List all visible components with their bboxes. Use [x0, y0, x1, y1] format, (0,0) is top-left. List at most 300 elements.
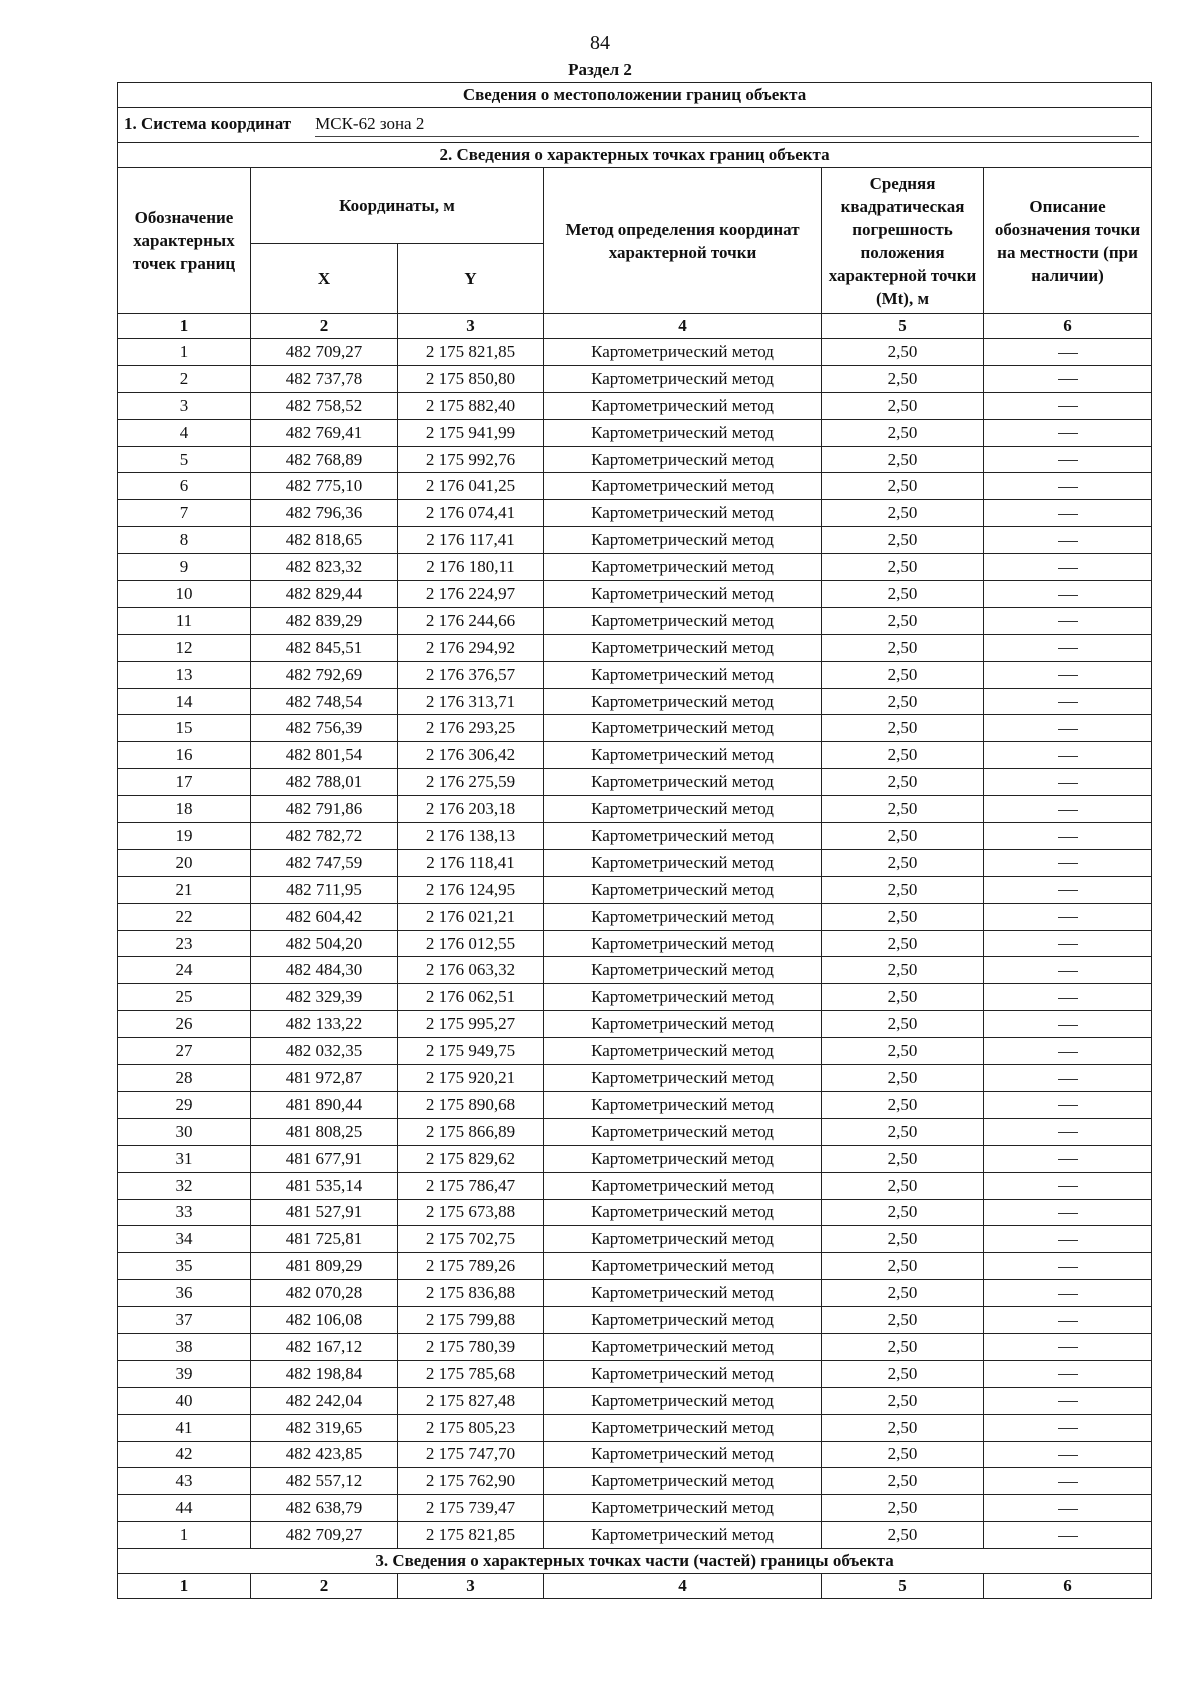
error-cell: 2,50: [822, 607, 984, 634]
error-cell: 2,50: [822, 634, 984, 661]
point-number: 30: [118, 1118, 251, 1145]
coord-x: 482 133,22: [251, 1011, 398, 1038]
dash-mark: [1058, 729, 1078, 730]
error-cell: 2,50: [822, 661, 984, 688]
coord-y: 2 176 012,55: [398, 930, 544, 957]
column-number: 4: [544, 1574, 822, 1599]
table-row: [118, 365, 1152, 392]
coord-y: 2 176 203,18: [398, 796, 544, 823]
point-number: 12: [118, 634, 251, 661]
description-cell: [984, 688, 1152, 715]
coord-y: 2 176 376,57: [398, 661, 544, 688]
coord-x: 482 801,54: [251, 742, 398, 769]
error-cell: 2,50: [822, 1145, 984, 1172]
point-number: 6: [118, 473, 251, 500]
table-row: [118, 527, 1152, 554]
dash-mark: [1058, 837, 1078, 838]
method-cell: Картометрический метод: [544, 1280, 822, 1307]
table-row: [118, 1468, 1152, 1495]
coord-x: 481 725,81: [251, 1226, 398, 1253]
coord-y: 2 176 138,13: [398, 823, 544, 850]
dash-mark: [1058, 1536, 1078, 1537]
dash-mark: [1058, 1509, 1078, 1510]
column-numbers-row: [118, 314, 1152, 339]
description-cell: [984, 1199, 1152, 1226]
coord-y: 2 175 920,21: [398, 1065, 544, 1092]
table-row: [118, 1495, 1152, 1522]
dash-mark: [1058, 621, 1078, 622]
error-cell: 2,50: [822, 1253, 984, 1280]
table-row: [118, 1307, 1152, 1334]
description-cell: [984, 1118, 1152, 1145]
column-number: 5: [822, 314, 984, 339]
description-cell: [984, 849, 1152, 876]
method-cell: Картометрический метод: [544, 634, 822, 661]
dash-mark: [1058, 1132, 1078, 1133]
dash-mark: [1058, 1401, 1078, 1402]
dash-mark: [1058, 1105, 1078, 1106]
method-cell: Картометрический метод: [544, 581, 822, 608]
page-number: 84: [590, 32, 610, 54]
method-cell: Картометрический метод: [544, 1118, 822, 1145]
dash-mark: [1058, 379, 1078, 380]
column-number: 1: [118, 314, 251, 339]
coord-x: 482 769,41: [251, 419, 398, 446]
error-cell: 2,50: [822, 1226, 984, 1253]
point-number: 11: [118, 607, 251, 634]
point-number: 37: [118, 1307, 251, 1334]
description-cell: [984, 1468, 1152, 1495]
point-number: 4: [118, 419, 251, 446]
description-cell: [984, 1360, 1152, 1387]
error-cell: 2,50: [822, 1280, 984, 1307]
coord-x: 482 788,01: [251, 769, 398, 796]
coord-y: 2 175 805,23: [398, 1414, 544, 1441]
point-number: 8: [118, 527, 251, 554]
error-cell: 2,50: [822, 527, 984, 554]
coord-x: 482 823,32: [251, 554, 398, 581]
point-number: 10: [118, 581, 251, 608]
description-cell: [984, 930, 1152, 957]
error-cell: 2,50: [822, 1495, 984, 1522]
description-cell: [984, 1145, 1152, 1172]
description-cell: [984, 339, 1152, 366]
dash-mark: [1058, 406, 1078, 407]
dash-mark: [1058, 1052, 1078, 1053]
table-row: [118, 715, 1152, 742]
dash-mark: [1058, 863, 1078, 864]
coord-x: 482 032,35: [251, 1038, 398, 1065]
method-cell: Картометрический метод: [544, 796, 822, 823]
error-cell: 2,50: [822, 1118, 984, 1145]
description-cell: [984, 607, 1152, 634]
error-cell: 2,50: [822, 1522, 984, 1549]
error-cell: 2,50: [822, 984, 984, 1011]
header-y: Y: [398, 244, 544, 314]
method-cell: Картометрический метод: [544, 1172, 822, 1199]
table-row: [118, 1414, 1152, 1441]
description-cell: [984, 1011, 1152, 1038]
table-row: [118, 339, 1152, 366]
description-cell: [984, 1495, 1152, 1522]
point-number: 1: [118, 339, 251, 366]
point-number: 7: [118, 500, 251, 527]
table-row: [118, 1387, 1152, 1414]
point-number: 15: [118, 715, 251, 742]
coord-x: 482 423,85: [251, 1441, 398, 1468]
table-row: [118, 1226, 1152, 1253]
point-number: 25: [118, 984, 251, 1011]
dash-mark: [1058, 1079, 1078, 1080]
point-number: 24: [118, 957, 251, 984]
method-cell: Картометрический метод: [544, 930, 822, 957]
method-cell: Картометрический метод: [544, 1199, 822, 1226]
method-cell: Картометрический метод: [544, 1011, 822, 1038]
coord-x: 482 709,27: [251, 339, 398, 366]
table-row: [118, 419, 1152, 446]
dash-mark: [1058, 568, 1078, 569]
description-cell: [984, 742, 1152, 769]
description-cell: [984, 1172, 1152, 1199]
coord-system-value: МСК-62 зона 2: [315, 114, 1139, 137]
column-number: 1: [118, 1574, 251, 1599]
table-row: [118, 1038, 1152, 1065]
dash-mark: [1058, 1186, 1078, 1187]
table-row: [118, 823, 1152, 850]
table-row: [118, 1065, 1152, 1092]
point-number: 3: [118, 392, 251, 419]
point-number: 2: [118, 365, 251, 392]
point-number: 17: [118, 769, 251, 796]
table-row: [118, 661, 1152, 688]
point-number: 34: [118, 1226, 251, 1253]
dash-mark: [1058, 783, 1078, 784]
coord-y: 2 176 124,95: [398, 876, 544, 903]
dash-mark: [1058, 971, 1078, 972]
dash-mark: [1058, 1240, 1078, 1241]
table-row: [118, 634, 1152, 661]
error-cell: 2,50: [822, 796, 984, 823]
table-row: [118, 769, 1152, 796]
dash-mark: [1058, 487, 1078, 488]
method-cell: Картометрический метод: [544, 1226, 822, 1253]
dash-mark: [1058, 1267, 1078, 1268]
coord-x: 482 775,10: [251, 473, 398, 500]
description-cell: [984, 769, 1152, 796]
coord-y: 2 175 785,68: [398, 1360, 544, 1387]
table-row: [118, 1522, 1152, 1549]
coord-y: 2 175 850,80: [398, 365, 544, 392]
description-cell: [984, 1280, 1152, 1307]
coord-y: 2 176 224,97: [398, 581, 544, 608]
dash-mark: [1058, 998, 1078, 999]
coord-x: 482 329,39: [251, 984, 398, 1011]
coord-y: 2 176 074,41: [398, 500, 544, 527]
description-cell: [984, 715, 1152, 742]
description-cell: [984, 365, 1152, 392]
coord-x: 482 768,89: [251, 446, 398, 473]
table-row: [118, 1360, 1152, 1387]
dash-mark: [1058, 460, 1078, 461]
table-row: [118, 903, 1152, 930]
method-cell: Картометрический метод: [544, 500, 822, 527]
coord-x: 482 557,12: [251, 1468, 398, 1495]
coord-y: 2 175 890,68: [398, 1091, 544, 1118]
point-number: 33: [118, 1199, 251, 1226]
error-cell: 2,50: [822, 1199, 984, 1226]
point-number: 21: [118, 876, 251, 903]
point-number: 39: [118, 1360, 251, 1387]
point-number: 41: [118, 1414, 251, 1441]
method-cell: Картометрический метод: [544, 715, 822, 742]
dash-mark: [1058, 1347, 1078, 1348]
section-title: Раздел 2: [568, 60, 632, 79]
points-title: 2. Сведения о характерных точках границ объекта: [118, 143, 1152, 168]
method-cell: Картометрический метод: [544, 823, 822, 850]
description-cell: [984, 957, 1152, 984]
point-number: 14: [118, 688, 251, 715]
error-cell: 2,50: [822, 823, 984, 850]
coord-x: 481 808,25: [251, 1118, 398, 1145]
dash-mark: [1058, 917, 1078, 918]
coord-x: 482 737,78: [251, 365, 398, 392]
error-cell: 2,50: [822, 930, 984, 957]
description-cell: [984, 527, 1152, 554]
description-cell: [984, 903, 1152, 930]
error-cell: 2,50: [822, 1387, 984, 1414]
table-row: [118, 688, 1152, 715]
column-number: 3: [398, 314, 544, 339]
table-title: Сведения о местоположении границ объекта: [118, 83, 1152, 108]
table-row: [118, 876, 1152, 903]
error-cell: 2,50: [822, 903, 984, 930]
error-cell: 2,50: [822, 365, 984, 392]
coord-x: 481 809,29: [251, 1253, 398, 1280]
coord-y: 2 176 062,51: [398, 984, 544, 1011]
error-cell: 2,50: [822, 1172, 984, 1199]
error-cell: 2,50: [822, 1360, 984, 1387]
dash-mark: [1058, 1482, 1078, 1483]
method-cell: Картометрический метод: [544, 1522, 822, 1549]
coord-x: 482 711,95: [251, 876, 398, 903]
error-cell: 2,50: [822, 1091, 984, 1118]
error-cell: 2,50: [822, 1307, 984, 1334]
table-row: [118, 796, 1152, 823]
column-number: 6: [984, 314, 1152, 339]
method-cell: Картометрический метод: [544, 339, 822, 366]
description-cell: [984, 1387, 1152, 1414]
coord-y: 2 175 821,85: [398, 339, 544, 366]
description-cell: [984, 634, 1152, 661]
header-method: Метод определения координат характерной точки: [544, 168, 822, 314]
method-cell: Картометрический метод: [544, 957, 822, 984]
method-cell: Картометрический метод: [544, 849, 822, 876]
dash-mark: [1058, 1374, 1078, 1375]
method-cell: Картометрический метод: [544, 365, 822, 392]
coord-x: 482 818,65: [251, 527, 398, 554]
description-cell: [984, 392, 1152, 419]
method-cell: Картометрический метод: [544, 554, 822, 581]
error-cell: 2,50: [822, 688, 984, 715]
error-cell: 2,50: [822, 957, 984, 984]
error-cell: 2,50: [822, 1468, 984, 1495]
description-cell: [984, 823, 1152, 850]
coord-x: 482 792,69: [251, 661, 398, 688]
description-cell: [984, 1065, 1152, 1092]
coord-x: 482 604,42: [251, 903, 398, 930]
table-row: [118, 581, 1152, 608]
description-cell: [984, 1307, 1152, 1334]
table-row: [118, 984, 1152, 1011]
method-cell: Картометрический метод: [544, 392, 822, 419]
method-cell: Картометрический метод: [544, 527, 822, 554]
method-cell: Картометрический метод: [544, 473, 822, 500]
table-row: [118, 500, 1152, 527]
table-row: [118, 1333, 1152, 1360]
error-cell: 2,50: [822, 1333, 984, 1360]
dash-mark: [1058, 648, 1078, 649]
error-cell: 2,50: [822, 1065, 984, 1092]
column-number: 2: [251, 314, 398, 339]
coord-x: 482 756,39: [251, 715, 398, 742]
description-cell: [984, 1091, 1152, 1118]
coord-x: 482 070,28: [251, 1280, 398, 1307]
point-number: 44: [118, 1495, 251, 1522]
point-number: 19: [118, 823, 251, 850]
description-cell: [984, 1522, 1152, 1549]
error-cell: 2,50: [822, 419, 984, 446]
coord-x: 481 972,87: [251, 1065, 398, 1092]
column-number: 5: [822, 1574, 984, 1599]
point-number: 18: [118, 796, 251, 823]
coord-y: 2 176 244,66: [398, 607, 544, 634]
method-cell: Картометрический метод: [544, 1441, 822, 1468]
coord-y: 2 175 995,27: [398, 1011, 544, 1038]
coord-x: 482 748,54: [251, 688, 398, 715]
coord-system-row: [118, 108, 1152, 143]
table-row: [118, 1118, 1152, 1145]
point-number: 35: [118, 1253, 251, 1280]
header-x: X: [251, 244, 398, 314]
coord-y: 2 175 786,47: [398, 1172, 544, 1199]
dash-mark: [1058, 890, 1078, 891]
coord-y: 2 175 780,39: [398, 1333, 544, 1360]
coord-y: 2 175 827,48: [398, 1387, 544, 1414]
error-cell: 2,50: [822, 392, 984, 419]
table-row: [118, 1199, 1152, 1226]
coord-y: 2 176 313,71: [398, 688, 544, 715]
point-number: 32: [118, 1172, 251, 1199]
coord-x: 482 709,27: [251, 1522, 398, 1549]
description-cell: [984, 661, 1152, 688]
error-cell: 2,50: [822, 1414, 984, 1441]
description-cell: [984, 554, 1152, 581]
coord-y: 2 175 941,99: [398, 419, 544, 446]
table-row: [118, 554, 1152, 581]
coord-y: 2 176 063,32: [398, 957, 544, 984]
point-number: 22: [118, 903, 251, 930]
error-cell: 2,50: [822, 1441, 984, 1468]
method-cell: Картометрический метод: [544, 1253, 822, 1280]
point-number: 38: [118, 1333, 251, 1360]
coord-y: 2 175 829,62: [398, 1145, 544, 1172]
method-cell: Картометрический метод: [544, 688, 822, 715]
header-error: Средняя квадратическая погрешность положения характерной точки (Mt), м: [822, 168, 984, 314]
dash-mark: [1058, 810, 1078, 811]
error-cell: 2,50: [822, 339, 984, 366]
table-row: [118, 957, 1152, 984]
method-cell: Картометрический метод: [544, 769, 822, 796]
error-cell: 2,50: [822, 1038, 984, 1065]
method-cell: Картометрический метод: [544, 1038, 822, 1065]
point-number: 31: [118, 1145, 251, 1172]
point-number: 36: [118, 1280, 251, 1307]
coord-x: 482 242,04: [251, 1387, 398, 1414]
coord-y: 2 176 041,25: [398, 473, 544, 500]
coord-y: 2 175 992,76: [398, 446, 544, 473]
method-cell: Картометрический метод: [544, 419, 822, 446]
point-number: 23: [118, 930, 251, 957]
description-cell: [984, 419, 1152, 446]
description-cell: [984, 1441, 1152, 1468]
method-cell: Картометрический метод: [544, 1145, 822, 1172]
dash-mark: [1058, 1294, 1078, 1295]
parts-title: 3. Сведения о характерных точках части (частей) границы объекта: [118, 1549, 1152, 1574]
method-cell: Картометрический метод: [544, 446, 822, 473]
error-cell: 2,50: [822, 446, 984, 473]
coord-x: 482 504,20: [251, 930, 398, 957]
dash-mark: [1058, 1455, 1078, 1456]
dash-mark: [1058, 514, 1078, 515]
dash-mark: [1058, 1025, 1078, 1026]
point-number: 43: [118, 1468, 251, 1495]
dash-mark: [1058, 756, 1078, 757]
header-designation: Обозначение характерных точек границ: [118, 168, 251, 314]
coord-x: 482 791,86: [251, 796, 398, 823]
description-cell: [984, 1253, 1152, 1280]
description-cell: [984, 500, 1152, 527]
table-row: [118, 742, 1152, 769]
coord-y: 2 175 747,70: [398, 1441, 544, 1468]
dash-mark: [1058, 675, 1078, 676]
coord-y: 2 175 702,75: [398, 1226, 544, 1253]
error-cell: 2,50: [822, 500, 984, 527]
description-cell: [984, 1333, 1152, 1360]
description-cell: [984, 984, 1152, 1011]
coord-y: 2 175 882,40: [398, 392, 544, 419]
column-number: 4: [544, 314, 822, 339]
method-cell: Картометрический метод: [544, 903, 822, 930]
error-cell: 2,50: [822, 1011, 984, 1038]
coord-x: 482 638,79: [251, 1495, 398, 1522]
error-cell: 2,50: [822, 554, 984, 581]
dash-mark: [1058, 433, 1078, 434]
coord-y: 2 175 673,88: [398, 1199, 544, 1226]
method-cell: Картометрический метод: [544, 1333, 822, 1360]
method-cell: Картометрический метод: [544, 1387, 822, 1414]
coord-y: 2 175 821,85: [398, 1522, 544, 1549]
point-number: 1: [118, 1522, 251, 1549]
point-number: 20: [118, 849, 251, 876]
coord-y: 2 176 306,42: [398, 742, 544, 769]
coord-x: 481 677,91: [251, 1145, 398, 1172]
method-cell: Картометрический метод: [544, 1091, 822, 1118]
coord-x: 481 890,44: [251, 1091, 398, 1118]
coord-y: 2 175 762,90: [398, 1468, 544, 1495]
description-cell: [984, 1038, 1152, 1065]
table-row: [118, 446, 1152, 473]
table-row: [118, 1253, 1152, 1280]
